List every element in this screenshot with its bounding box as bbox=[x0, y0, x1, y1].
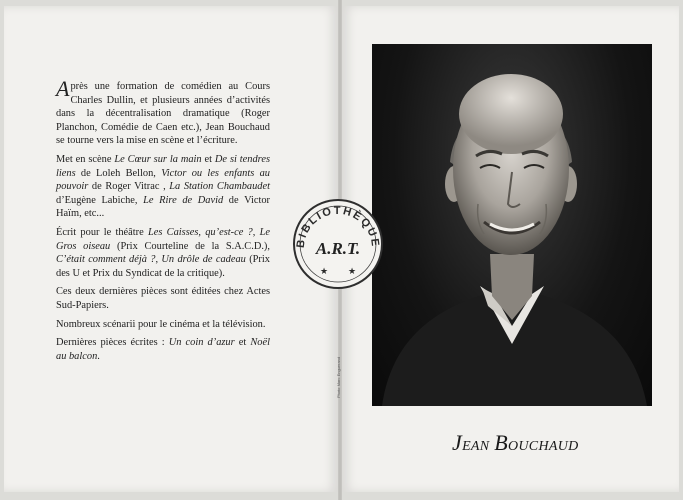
stamp-star-icon: ★ bbox=[320, 266, 329, 276]
bio-paragraph-directing: Met en scène Le Cœur sur la main et De si tendres liens de Loleh Bellon, Victor ou les enfants au pouvoir de Roger Vitrac , La Station Chambaudet d’Eugène Labiche, Le Rire de David de Victor Haïm, etc... bbox=[56, 153, 271, 220]
bio-paragraph-screenplays: Nombreux scénarii pour le cinéma et la télévision. bbox=[56, 318, 266, 330]
bio-paragraph-writing: Écrit pour le théâtre Les Caisses, qu’est-ce ?, Le Gros oiseau (Prix Courteline de la S.A.C.D.), C’était comment déjà ?, Un drôle de cadeau (Prix des U et Prix du Syndicat de la critique). bbox=[56, 226, 270, 279]
biography-text bbox=[56, 76, 271, 368]
library-stamp bbox=[286, 190, 390, 294]
portrait-illustration bbox=[372, 44, 652, 406]
bio-paragraph-latest: Dernières pièces écrites : Un coin d’azur et Noël au balcon. bbox=[56, 337, 270, 362]
author-portrait-photo bbox=[372, 44, 652, 406]
bio-paragraph-published: Ces deux dernières pièces sont éditées chez Actes Sud-Papiers. bbox=[56, 286, 270, 311]
bio-paragraph-training: Après une formation de comédien au Cours Charles Dullin, et plusieurs années d’activités dans la décentralisation dramatique (Roger Planchon, Comédie de Caen etc.), Jean Bouchaud se tourne vers la mise en scène et l’écriture. bbox=[56, 76, 270, 147]
stamp-star-icon: ★ bbox=[348, 266, 357, 276]
stamp-top-text: BIBLIOTHÈQUE bbox=[294, 204, 382, 249]
stamp-seal-icon bbox=[286, 190, 390, 294]
photo-credit: Photo Marc Enguerand bbox=[336, 356, 341, 398]
drop-cap: A bbox=[56, 76, 70, 101]
stamp-center-text: A.R.T. bbox=[315, 239, 361, 258]
author-name: JEAN BOUCHAUD bbox=[452, 430, 579, 455]
